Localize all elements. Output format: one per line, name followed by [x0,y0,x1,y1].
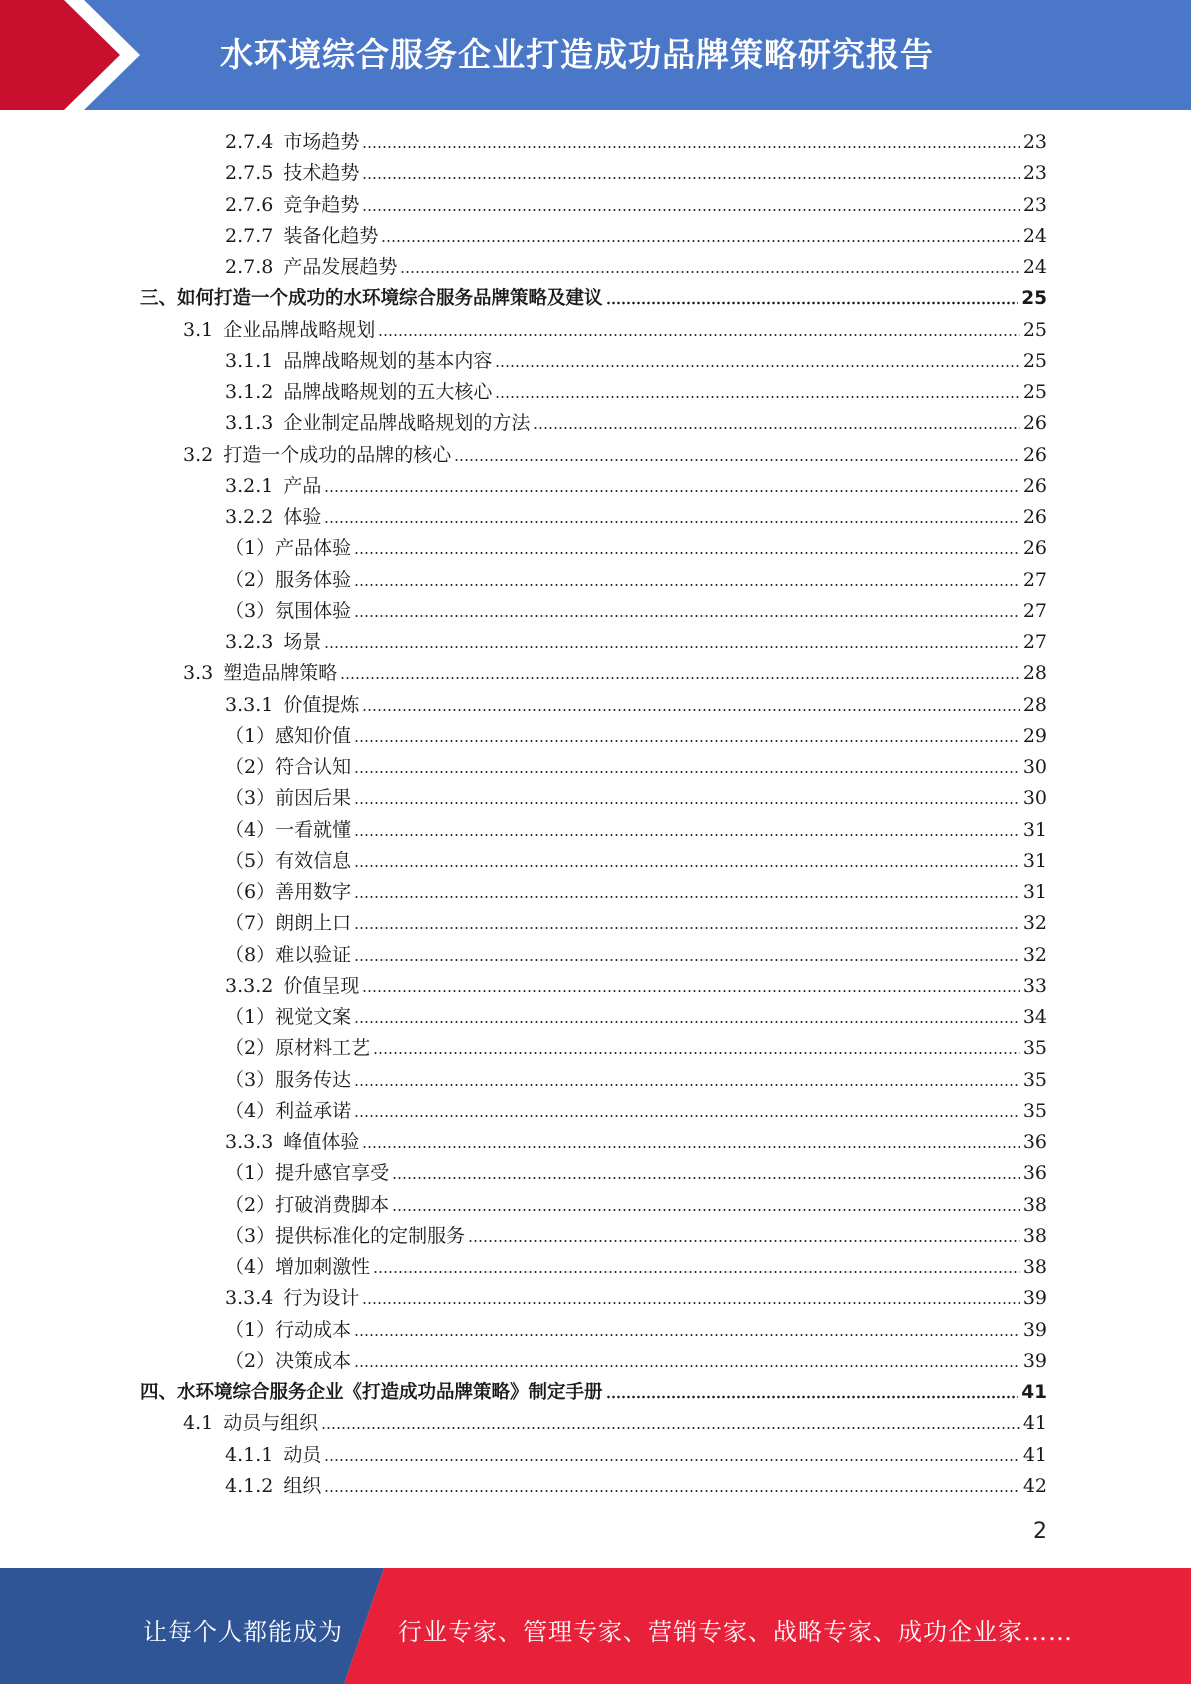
toc-entry-number: 3.1.2 [225,381,274,403]
toc-dot-leader [354,926,1020,930]
toc-entry-text: （2）原材料工艺 [225,1037,371,1060]
toc-entry-number: 3.3.3 [225,1131,274,1153]
toc-entry[interactable] [225,533,1047,564]
toc-entry-page: 31 [1022,849,1047,872]
toc-entry-page: 29 [1022,724,1047,747]
toc-dot-leader [354,1020,1020,1024]
toc-entry[interactable] [225,1127,1047,1158]
toc-entry[interactable] [225,1440,1047,1471]
toc-entry[interactable] [225,565,1047,596]
toc-entry-page: 26 [1022,474,1047,497]
toc-entry-page: 26 [1022,443,1047,466]
toc-entry-number: 3.3.4 [225,1287,274,1310]
toc-entry-label [225,502,321,533]
toc-entry-page: 39 [1022,1287,1047,1310]
toc-entry[interactable] [225,1065,1047,1096]
toc-entry-label [183,315,375,346]
toc-entry-page: 36 [1022,1131,1047,1153]
toc-entry-label [225,908,351,939]
toc-entry-text: 价值提炼 [283,693,360,716]
toc-entry[interactable] [225,1315,1047,1346]
toc-entry-label [225,1096,351,1127]
toc-entry-text: （2）服务体验 [225,568,352,591]
toc-entry-page: 26 [1022,506,1047,528]
toc-dot-leader [362,708,1019,712]
toc-entry-text: （1）视觉文案 [225,1006,352,1028]
toc-entry-text: 组织 [283,1474,322,1497]
toc-entry-page: 35 [1022,1099,1047,1122]
toc-entry-text: 场景 [283,631,322,653]
toc-entry-page: 35 [1022,1037,1047,1060]
toc-entry-text: 动员与组织 [223,1412,319,1435]
toc-entry-page: 30 [1022,787,1047,810]
toc-entry-label [140,283,603,314]
toc-entry-label [225,565,351,596]
page-number: 2 [1033,1519,1047,1544]
toc-entry-label [225,1065,351,1096]
toc-entry-text: （4）一看就懂 [225,818,352,841]
toc-entry-text: 产品发展趋势 [283,256,398,278]
toc-dot-leader [468,1239,1020,1243]
toc-entry[interactable] [225,346,1047,377]
toc-entry-label [183,1408,318,1439]
toc-entry-label [225,408,530,439]
toc-entry[interactable] [225,127,1047,158]
toc-entry-text: （7）朗朗上口 [225,912,352,935]
toc-entry[interactable] [225,1471,1047,1502]
toc-entry[interactable] [225,471,1047,502]
toc-entry-text: （4）增加刺激性 [225,1256,371,1278]
toc-entry-page: 33 [1022,974,1047,997]
toc-entry-text: 塑造品牌策略 [223,662,338,685]
toc-entry-label [225,252,397,283]
toc-entry-label [225,1158,389,1189]
toc-dot-leader [354,614,1020,618]
toc-entry-page: 32 [1022,912,1047,935]
toc-entry[interactable] [225,158,1047,189]
toc-dot-leader [354,1083,1020,1087]
toc-entry-page: 24 [1022,224,1047,247]
toc-dot-leader [362,989,1019,993]
toc-entry[interactable] [140,1377,1047,1408]
toc-dot-leader [378,333,1020,337]
toc-entry-number: 4.1.2 [225,1474,274,1497]
toc-entry-page: 26 [1022,537,1047,560]
toc-entry-page: 41 [1022,1443,1047,1466]
report-header [0,0,1191,110]
toc-entry-label [225,1221,465,1252]
toc-entry-number: 4.1 [183,1412,214,1435]
toc-entry-label [225,815,351,846]
toc-entry-page: 36 [1022,1162,1047,1185]
toc-entry-text: （6）善用数字 [225,881,352,903]
toc-entry-page: 25 [1021,288,1047,310]
toc-entry-number: 3.1.1 [225,349,274,372]
toc-entry-number: 3.1 [183,318,214,341]
toc-entry-label [225,471,321,502]
toc-dot-leader [354,739,1020,743]
toc-entry-text: 峰值体验 [283,1131,360,1153]
toc-dot-leader [392,1176,1020,1180]
toc-entry-text: 市场趋势 [283,131,360,153]
toc-entry-page: 23 [1022,193,1047,216]
toc-entry-page: 27 [1022,631,1047,653]
toc-entry-page: 27 [1022,568,1047,591]
toc-dot-leader [324,645,1019,649]
toc-entry[interactable] [140,283,1047,314]
toc-entry[interactable] [225,596,1047,627]
toc-entry[interactable] [225,908,1047,939]
toc-entry-label [225,846,351,877]
toc-entry-label [225,721,351,752]
toc-dot-leader [354,1333,1020,1337]
toc-dot-leader [362,176,1019,180]
toc-dot-leader [354,864,1020,868]
toc-entry[interactable] [225,752,1047,783]
toc-entry[interactable] [225,1158,1047,1189]
toc-dot-leader [362,145,1019,149]
toc-entry-page: 27 [1022,599,1047,622]
toc-entry[interactable] [183,315,1047,346]
toc-entry[interactable] [225,690,1047,721]
toc-entry-page: 31 [1022,881,1047,903]
toc-entry-page: 35 [1022,1068,1047,1091]
toc-dot-leader [354,958,1020,962]
toc-entry-label [225,783,351,814]
toc-entry[interactable] [225,1221,1047,1252]
toc-entry-page: 25 [1022,318,1047,341]
toc-entry-text: （3）提供标准化的定制服务 [225,1224,466,1247]
toc-entry-text: 品牌战略规划的五大核心 [283,381,493,403]
toc-entry-label [183,658,337,689]
toc-dot-leader [340,676,1020,680]
toc-entry-number: 2.7.8 [225,256,274,278]
toc-entry-page: 23 [1022,131,1047,153]
toc-dot-leader [454,458,1020,462]
toc-entry-number: 3.2 [183,443,214,466]
toc-entry[interactable] [225,221,1047,252]
toc-entry[interactable] [225,877,1047,908]
toc-entry-label [140,1377,603,1408]
toc-entry-page: 38 [1022,1224,1047,1247]
toc-entry[interactable] [225,1096,1047,1127]
toc-entry-text: （5）有效信息 [225,849,352,872]
toc-entry[interactable] [225,1252,1047,1283]
toc-entry-text: 装备化趋势 [283,224,379,247]
toc-dot-leader [321,1426,1020,1430]
toc-dot-leader [400,270,1019,274]
toc-entry-number: 2.7.5 [225,162,274,185]
toc-entry-text: （2）决策成本 [225,1349,352,1372]
toc-entry-text: 产品 [283,474,322,497]
toc-entry[interactable] [183,1408,1047,1439]
toc-entry-text: （4）利益承诺 [225,1099,352,1122]
toc-dot-leader [324,1489,1019,1493]
toc-entry-number: 3.1.3 [225,412,274,435]
toc-entry-page: 39 [1022,1349,1047,1372]
toc-dot-leader [354,1114,1020,1118]
footer-slogan-right: 行业专家、管理专家、营销专家、战略专家、成功企业家…… [398,1618,1073,1646]
toc-entry-page: 31 [1022,818,1047,841]
toc-entry-label [225,1033,370,1064]
toc-dot-leader [324,520,1019,524]
toc-entry[interactable] [225,783,1047,814]
toc-entry-label [225,596,351,627]
toc-entry-label [225,533,351,564]
toc-entry-text: （1）感知价值 [225,724,352,747]
toc-entry-page: 32 [1022,943,1047,966]
toc-entry-label [225,127,359,158]
toc-entry[interactable] [183,440,1047,471]
toc-entry-label [225,1440,321,1471]
toc-entry[interactable] [225,190,1047,221]
toc-entry-label [225,158,359,189]
toc-entry-label [225,1190,389,1221]
toc-entry-text: （8）难以验证 [225,943,352,966]
toc-entry-text: （1）行动成本 [225,1318,352,1341]
toc-dot-leader [362,1145,1019,1149]
toc-dot-leader [373,1051,1020,1055]
toc-entry-page: 25 [1022,381,1047,403]
toc-dot-leader [373,1270,1020,1274]
toc-entry-label [225,346,492,377]
toc-entry-page: 34 [1022,1006,1047,1028]
footer-slogan-left: 让每个人都能成为 [143,1618,343,1646]
toc-dot-leader [354,1364,1020,1368]
toc-entry[interactable] [225,846,1047,877]
toc-entry-label [183,440,451,471]
toc-entry-page: 41 [1021,1382,1047,1403]
toc-entry-text: 竞争趋势 [283,193,360,216]
toc-dot-leader [354,770,1020,774]
toc-entry-page: 30 [1022,756,1047,778]
toc-entry-text: （3）前因后果 [225,787,352,810]
toc-entry-number: 3.2.1 [225,474,274,497]
toc-entry-label [225,1252,370,1283]
toc-entry[interactable] [225,1002,1047,1033]
toc-entry-text: 行为设计 [283,1287,360,1310]
toc-entry-number: 3.2.2 [225,506,274,528]
toc-dot-leader [354,583,1020,587]
toc-entry-label [225,940,351,971]
toc-entry-number: 2.7.6 [225,193,274,216]
toc-dot-leader [381,239,1019,243]
toc-entry-text: （2）打破消费脚本 [225,1193,390,1216]
toc-entry[interactable] [225,408,1047,439]
toc-entry-page: 38 [1022,1256,1047,1278]
toc-entry-label [225,627,321,658]
toc-entry-label [225,1471,321,1502]
toc-dot-leader [606,1395,1019,1399]
toc-entry-text: 技术趋势 [283,162,360,185]
toc-entry-text: 企业品牌战略规划 [223,318,376,341]
toc-entry-page: 25 [1022,349,1047,372]
toc-entry-number: 3.3.2 [225,974,274,997]
toc-entry-label [225,690,359,721]
toc-entry-label [225,190,359,221]
toc-entry-label [225,1283,359,1314]
toc-entry-page: 23 [1022,162,1047,185]
toc-entry-label [225,1127,359,1158]
toc-entry-label [225,1002,351,1033]
report-title: 水环境综合服务企业打造成功品牌策略研究报告 [220,35,934,74]
toc-dot-leader [533,426,1019,430]
toc-entry-text: 体验 [283,506,322,528]
toc-entry-text: 四、水环境综合服务企业《打造成功品牌策略》制定手册 [140,1382,603,1403]
toc-entry-text: 企业制定品牌战略规划的方法 [283,412,531,435]
toc-entry[interactable] [225,377,1047,408]
toc-dot-leader [354,833,1020,837]
toc-dot-leader [606,301,1019,305]
toc-entry-number: 2.7.7 [225,224,274,247]
toc-entry[interactable] [183,658,1047,689]
toc-dot-leader [495,395,1019,399]
toc-entry-text: 三、如何打造一个成功的水环境综合服务品牌策略及建议 [140,288,603,310]
toc-entry-text: 动员 [283,1443,322,1466]
toc-entry[interactable] [225,721,1047,752]
toc-entry-page: 28 [1022,662,1047,685]
toc-dot-leader [354,895,1020,899]
toc-entry-number: 3.2.3 [225,631,274,653]
toc-entry-page: 24 [1022,256,1047,278]
toc-dot-leader [354,551,1020,555]
toc-entry[interactable] [225,1283,1047,1314]
toc-entry[interactable] [225,1190,1047,1221]
toc-dot-leader [495,364,1019,368]
toc-entry-number: 2.7.4 [225,131,274,153]
toc-entry[interactable] [225,940,1047,971]
toc-entry[interactable] [225,815,1047,846]
toc-dot-leader [324,1458,1019,1462]
toc-entry-text: （3）氛围体验 [225,599,352,622]
toc-entry-text: （3）服务传达 [225,1068,352,1091]
toc-entry[interactable] [225,971,1047,1002]
toc-entry-label [225,971,359,1002]
toc-entry-label [225,752,351,783]
toc-entry-page: 38 [1022,1193,1047,1216]
toc-entry-page: 41 [1022,1412,1047,1435]
toc-entry-text: （1）提升感官享受 [225,1162,390,1185]
toc-entry-label [225,877,351,908]
toc-entry[interactable] [225,1346,1047,1377]
toc-entry-text: （2）符合认知 [225,756,352,778]
toc-entry-text: 打造一个成功的品牌的核心 [223,443,452,466]
header-chevron-graphic [0,0,160,110]
toc-entry[interactable] [225,502,1047,533]
toc-entry-label [225,1346,351,1377]
toc-entry-label [225,1315,351,1346]
toc-entry-number: 3.3.1 [225,693,274,716]
toc-dot-leader [362,1301,1019,1305]
toc-entry[interactable] [225,627,1047,658]
toc-entry-page: 42 [1022,1474,1047,1497]
toc-entry[interactable] [225,1033,1047,1064]
toc-entry-page: 28 [1022,693,1047,716]
toc-entry-text: 品牌战略规划的基本内容 [283,349,493,372]
toc-entry-text: （1）产品体验 [225,537,352,560]
toc-dot-leader [354,801,1020,805]
toc-entry-number: 3.3 [183,662,214,685]
toc-entry[interactable] [225,252,1047,283]
toc-entry-label [225,377,492,408]
toc-dot-leader [362,208,1019,212]
toc-entry-label [225,221,378,252]
toc-entry-page: 39 [1022,1318,1047,1341]
toc-dot-leader [324,489,1019,493]
toc-entry-page: 26 [1022,412,1047,435]
toc-entry-number: 4.1.1 [225,1443,274,1466]
toc-entry-text: 价值呈现 [283,974,360,997]
toc-dot-leader [392,1208,1020,1212]
